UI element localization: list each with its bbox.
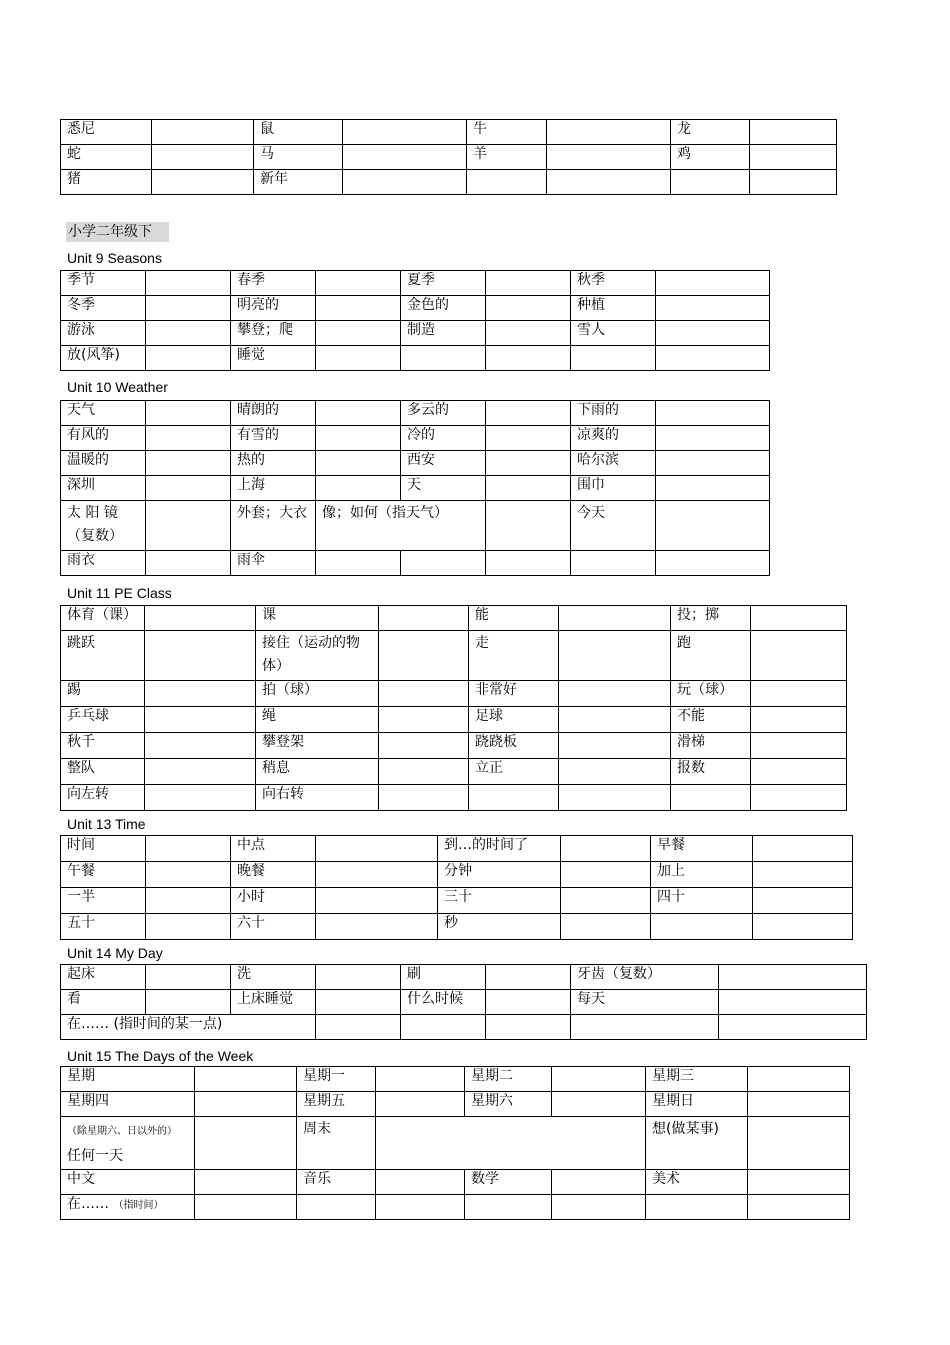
answer-cell[interactable] [552,1067,646,1092]
table-cell: 上床睡觉 [231,990,316,1015]
answer-cell[interactable] [486,501,571,551]
answer-cell[interactable] [561,914,651,940]
answer-cell[interactable] [146,321,231,346]
table-cell: 鼠 [254,120,343,145]
answer-cell[interactable] [146,501,231,551]
answer-cell[interactable] [751,785,847,811]
answer-cell[interactable] [751,606,847,631]
table-cell: 向左转 [61,785,145,811]
table-cell: 时间 [61,836,146,862]
answer-cell[interactable] [145,733,256,759]
table-cell: 能 [469,606,559,631]
answer-cell[interactable] [552,1170,646,1195]
table-cell: 天气 [61,401,146,426]
answer-cell[interactable] [656,321,770,346]
table-row [61,296,770,321]
table-cell: 雨衣 [61,551,146,576]
answer-cell[interactable] [719,965,867,990]
table-cell: 整队 [61,759,145,785]
answer-cell[interactable] [316,271,401,296]
answer-cell[interactable] [146,346,231,371]
cell-text: （复数） [67,528,123,544]
answer-cell[interactable] [753,836,853,862]
table-row [61,759,847,785]
table-cell: 看 [61,990,146,1015]
table-cell: 睡觉 [231,346,316,371]
table-cell [571,346,656,371]
answer-cell[interactable] [146,451,231,476]
table-cell: 洗 [231,965,316,990]
table-row [61,888,853,914]
cell-text: 在…… [67,1196,109,1212]
answer-cell[interactable] [719,990,867,1015]
answer-cell[interactable] [750,170,837,195]
table-cell: 想(做某事) [646,1117,748,1170]
answer-cell[interactable] [376,1117,646,1170]
answer-cell[interactable] [486,346,571,371]
table-row [61,401,770,426]
table-cell: 多云的 [401,401,486,426]
table-cell: 不能 [671,707,751,733]
answer-cell[interactable] [486,271,571,296]
table-cell: 午餐 [61,862,146,888]
answer-cell[interactable] [750,120,837,145]
answer-cell[interactable] [379,631,469,681]
table-cell: 滑梯 [671,733,751,759]
table-cell: 拍（球） [256,681,379,707]
table-cell: 下雨的 [571,401,656,426]
answer-cell[interactable] [146,476,231,501]
answer-cell[interactable] [559,631,671,681]
table-cell: 悉尼 [61,120,152,145]
answer-cell[interactable] [376,1170,465,1195]
table-cell: 制造 [401,321,486,346]
table-row [61,271,770,296]
answer-cell[interactable] [297,1195,376,1220]
table-cell: 有雪的 [231,426,316,451]
table-cell: 加上 [651,862,753,888]
unit10-title: Unit 10 Weather [67,379,168,395]
answer-cell[interactable] [146,965,231,990]
answer-cell[interactable] [195,1195,297,1220]
table-row [61,914,853,940]
answer-cell[interactable] [561,888,651,914]
unit15-table [60,1066,850,1220]
answer-cell[interactable] [145,681,256,707]
table-cell: 羊 [467,145,547,170]
answer-cell[interactable] [195,1092,297,1117]
cell-note: （指时间） [113,1200,164,1211]
table-row [61,1092,850,1117]
answer-cell[interactable] [656,296,770,321]
table-cell: 种植 [571,296,656,321]
table-cell: 周末 [297,1117,376,1170]
answer-cell[interactable] [145,707,256,733]
table-cell: 每天 [571,990,719,1015]
table-row [61,346,770,371]
table-cell: 外套；大衣 [231,501,316,551]
table-cell: 上海 [231,476,316,501]
table-cell: 西安 [401,451,486,476]
table-cell: 分钟 [438,862,561,888]
unit14-title: Unit 14 My Day [67,945,163,961]
answer-cell[interactable] [146,426,231,451]
table-row [61,990,867,1015]
table-cell: 绳 [256,707,379,733]
answer-cell[interactable] [152,170,254,195]
answer-cell[interactable] [656,426,770,451]
table-cell: 围巾 [571,476,656,501]
table-row [61,785,847,811]
table-row [61,606,847,631]
answer-cell[interactable] [552,1195,646,1220]
table-cell: 足球 [469,707,559,733]
table-cell: 深圳 [61,476,146,501]
table-cell: 报数 [671,759,751,785]
table-cell: 季节 [61,271,146,296]
table-row [61,862,853,888]
table-cell: 晚餐 [231,862,316,888]
table-cell [651,914,753,940]
unit11-title: Unit 11 PE Class [67,585,172,601]
answer-cell[interactable] [465,1195,552,1220]
answer-cell[interactable] [376,1067,465,1092]
answer-cell[interactable] [753,888,853,914]
table-row [61,476,770,501]
answer-cell[interactable] [146,401,231,426]
table-row [61,707,847,733]
answer-cell[interactable] [401,1015,486,1040]
unit9-title: Unit 9 Seasons [67,250,162,266]
table-row [61,1170,850,1195]
answer-cell[interactable] [559,707,671,733]
answer-cell[interactable] [316,862,438,888]
answer-cell[interactable] [376,1092,465,1117]
table-row [61,170,837,195]
answer-cell[interactable] [486,990,571,1015]
table-cell [469,785,559,811]
table-cell: 四十 [651,888,753,914]
answer-cell[interactable] [486,321,571,346]
answer-cell[interactable] [656,476,770,501]
zodiac-table [60,119,837,195]
answer-cell[interactable] [146,990,231,1015]
answer-cell[interactable] [146,914,231,940]
table-cell: 体育（课） [61,606,145,631]
answer-cell[interactable] [750,145,837,170]
answer-cell[interactable] [379,759,469,785]
answer-cell[interactable] [316,990,401,1015]
answer-cell[interactable] [316,451,401,476]
answer-cell[interactable] [656,401,770,426]
cell-note: （除星期六、日以外的） [67,1126,177,1137]
table-cell: 放(风筝) [61,346,146,371]
answer-cell[interactable] [486,296,571,321]
table-cell: 星期 [61,1067,195,1092]
table-cell: 什么时候 [401,990,486,1015]
table-cell: 六十 [231,914,316,940]
answer-cell[interactable] [316,426,401,451]
table-cell: 像；如何（指天气） [316,501,486,551]
table-cell: 音乐 [297,1170,376,1195]
table-cell: 猪 [61,170,152,195]
answer-cell[interactable] [751,759,847,785]
table-cell: 有风的 [61,426,146,451]
answer-cell[interactable] [316,965,401,990]
answer-cell[interactable] [748,1195,850,1220]
table-cell: 温暖的 [61,451,146,476]
answer-cell[interactable] [656,451,770,476]
table-cell: 投；掷 [671,606,751,631]
table-cell: 雨伞 [231,551,316,576]
answer-cell[interactable] [195,1117,297,1170]
table-cell: 课 [256,606,379,631]
table-cell: 走 [469,631,559,681]
answer-cell[interactable] [753,914,853,940]
table-cell: 到…的时间了 [438,836,561,862]
answer-cell[interactable] [316,346,401,371]
answer-cell[interactable] [379,707,469,733]
answer-cell[interactable] [656,551,770,576]
table-cell: 中文 [61,1170,195,1195]
table-row [61,551,770,576]
answer-cell[interactable] [559,681,671,707]
table-row [61,836,853,862]
answer-cell[interactable] [751,733,847,759]
answer-cell[interactable] [547,120,671,145]
answer-cell[interactable] [486,401,571,426]
answer-cell[interactable] [561,836,651,862]
answer-cell[interactable] [571,1015,719,1040]
grade-heading: 小学二年级下 [66,222,169,242]
table-cell: 接住（运动的物体） [256,631,379,681]
table-cell: 今天 [571,501,656,551]
table-cell [61,1117,195,1170]
answer-cell[interactable] [195,1170,297,1195]
answer-cell[interactable] [379,681,469,707]
answer-cell[interactable] [343,120,467,145]
table-cell: 攀登架 [256,733,379,759]
table-cell: 早餐 [651,836,753,862]
table-cell: 跷跷板 [469,733,559,759]
table-cell: 美术 [646,1170,748,1195]
table-cell: 秋千 [61,733,145,759]
table-cell: 金色的 [401,296,486,321]
answer-cell[interactable] [146,888,231,914]
table-cell: 雪人 [571,321,656,346]
table-cell: 夏季 [401,271,486,296]
table-cell [401,551,486,576]
table-row [61,681,847,707]
answer-cell[interactable] [486,476,571,501]
answer-cell[interactable] [195,1067,297,1092]
unit14-table [60,964,867,1040]
answer-cell[interactable] [379,785,469,811]
answer-cell[interactable] [146,551,231,576]
answer-cell[interactable] [316,551,401,576]
table-cell: 星期二 [465,1067,552,1092]
table-cell: 立正 [469,759,559,785]
unit10-table [60,400,770,576]
answer-cell[interactable] [547,170,671,195]
answer-cell[interactable] [145,785,256,811]
answer-cell[interactable] [751,681,847,707]
answer-cell[interactable] [379,733,469,759]
answer-cell[interactable] [379,606,469,631]
answer-cell[interactable] [559,759,671,785]
answer-cell[interactable] [486,551,571,576]
table-cell: 小时 [231,888,316,914]
answer-cell[interactable] [146,862,231,888]
table-cell: 鸡 [671,145,750,170]
answer-cell[interactable] [486,1015,571,1040]
answer-cell[interactable] [316,476,401,501]
answer-cell[interactable] [748,1117,850,1170]
table-row [61,733,847,759]
table-cell: 春季 [231,271,316,296]
unit15-title: Unit 15 The Days of the Week [67,1048,254,1064]
table-cell [61,1195,195,1220]
unit11-table [60,605,847,811]
table-cell: 热的 [231,451,316,476]
table-cell: 乒乓球 [61,707,145,733]
table-cell: 数学 [465,1170,552,1195]
answer-cell[interactable] [559,785,671,811]
table-row [61,1067,850,1092]
table-cell: 稍息 [256,759,379,785]
cell-text: 任何一天 [67,1148,123,1164]
table-cell: 牙齿（复数） [571,965,719,990]
answer-cell[interactable] [145,759,256,785]
table-cell: 凉爽的 [571,426,656,451]
answer-cell[interactable] [316,1015,401,1040]
table-cell: 新年 [254,170,343,195]
answer-cell[interactable] [316,914,438,940]
table-cell: 冷的 [401,426,486,451]
answer-cell[interactable] [152,145,254,170]
table-cell: 在…… (指时间的某一点) [61,1015,316,1040]
answer-cell[interactable] [486,451,571,476]
table-cell: 踢 [61,681,145,707]
answer-cell[interactable] [316,836,438,862]
answer-cell[interactable] [561,862,651,888]
answer-cell[interactable] [145,631,256,681]
answer-cell[interactable] [751,631,847,681]
table-cell: 哈尔滨 [571,451,656,476]
table-cell [671,785,751,811]
answer-cell[interactable] [316,296,401,321]
table-cell: 星期日 [646,1092,748,1117]
table-cell: 秋季 [571,271,656,296]
answer-cell[interactable] [656,346,770,371]
table-cell: 攀登；爬 [231,321,316,346]
answer-cell[interactable] [486,965,571,990]
table-cell: 蛇 [61,145,152,170]
table-cell: 星期四 [61,1092,195,1117]
table-cell: 刷 [401,965,486,990]
answer-cell[interactable] [646,1195,748,1220]
table-cell: 天 [401,476,486,501]
table-cell: 星期六 [465,1092,552,1117]
table-cell: 牛 [467,120,547,145]
answer-cell[interactable] [145,606,256,631]
table-cell: 龙 [671,120,750,145]
table-cell: 晴朗的 [231,401,316,426]
answer-cell[interactable] [552,1092,646,1117]
table-cell [671,170,750,195]
table-cell [401,346,486,371]
table-row [61,426,770,451]
answer-cell[interactable] [343,145,467,170]
table-cell [61,501,146,551]
table-cell: 跳跃 [61,631,145,681]
table-cell: 一半 [61,888,146,914]
unit13-table [60,835,853,940]
answer-cell[interactable] [343,170,467,195]
table-cell: 非常好 [469,681,559,707]
answer-cell[interactable] [486,426,571,451]
table-cell: 三十 [438,888,561,914]
table-cell: 向右转 [256,785,379,811]
table-cell [571,551,656,576]
table-cell: 秒 [438,914,561,940]
table-cell: 星期一 [297,1067,376,1092]
answer-cell[interactable] [559,606,671,631]
answer-cell[interactable] [656,501,770,551]
answer-cell[interactable] [751,707,847,733]
table-cell: 玩（球） [671,681,751,707]
answer-cell[interactable] [559,733,671,759]
answer-cell[interactable] [656,271,770,296]
answer-cell[interactable] [146,296,231,321]
table-cell: 星期三 [646,1067,748,1092]
answer-cell[interactable] [748,1092,850,1117]
answer-cell[interactable] [316,888,438,914]
unit13-title: Unit 13 Time [67,816,146,832]
table-cell: 起床 [61,965,146,990]
table-cell: 冬季 [61,296,146,321]
answer-cell[interactable] [152,120,254,145]
answer-cell[interactable] [547,145,671,170]
table-cell: 游泳 [61,321,146,346]
table-row [61,451,770,476]
answer-cell[interactable] [753,862,853,888]
answer-cell[interactable] [146,271,231,296]
table-cell: 跑 [671,631,751,681]
table-row [61,965,867,990]
answer-cell[interactable] [316,401,401,426]
table-row [61,120,837,145]
answer-cell[interactable] [376,1195,465,1220]
unit9-table [60,270,770,371]
table-cell: 马 [254,145,343,170]
table-row [61,321,770,346]
cell-text: 太 阳 镜 [67,505,118,521]
answer-cell[interactable] [146,836,231,862]
answer-cell[interactable] [748,1170,850,1195]
table-cell: 星期五 [297,1092,376,1117]
table-row [61,145,837,170]
answer-cell[interactable] [748,1067,850,1092]
table-cell: 中点 [231,836,316,862]
table-cell [467,170,547,195]
answer-cell[interactable] [316,321,401,346]
table-cell: 五十 [61,914,146,940]
answer-cell[interactable] [719,1015,867,1040]
table-cell: 明亮的 [231,296,316,321]
